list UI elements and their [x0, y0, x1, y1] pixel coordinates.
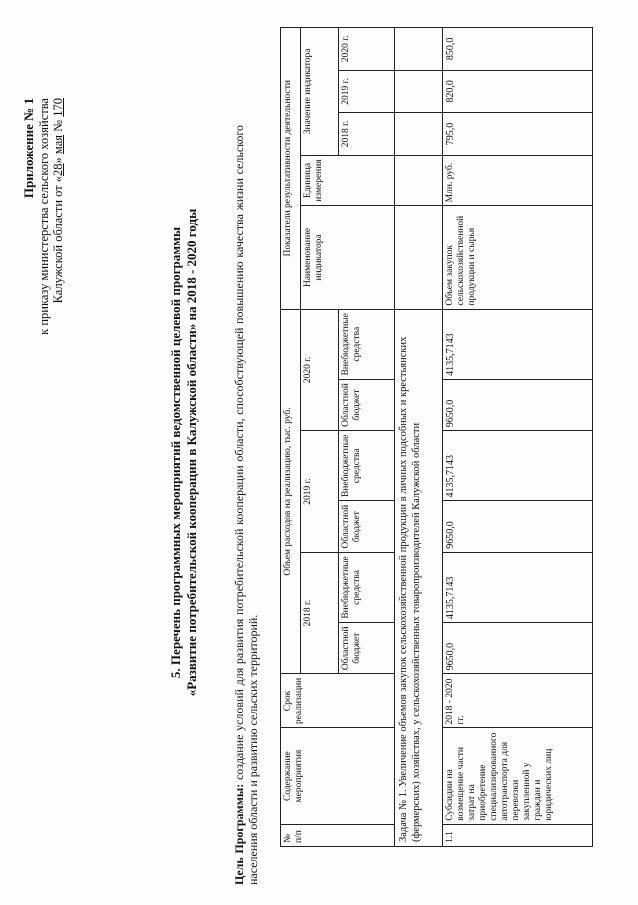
page-title — [168, 0, 200, 905]
program-goal — [232, 125, 260, 885]
header-value-2018: 2018 г. — [339, 113, 395, 156]
header-value-2019: 2019 г. — [339, 70, 395, 113]
header-ind-value: Значение индикатора — [301, 28, 339, 156]
row-extra-2019: 4135,7143 — [443, 431, 593, 501]
goal-label: Цель Программы: — [232, 783, 246, 885]
header-ind-name: Наименование индикатора — [301, 206, 395, 309]
header-volume: Объем расходов на реализацию, тыс. руб. — [281, 309, 301, 674]
row-ind-name: Объем закупок сельскохозяйственной продукции и сырья — [443, 206, 593, 309]
row-value-2018: 795,0 — [443, 113, 593, 156]
header-regional-2019: Областной бюджет — [339, 501, 395, 552]
task-empty-cell — [395, 113, 443, 156]
row-regional-2020: 9650,0 — [443, 379, 593, 430]
row-num: 1.1 — [443, 824, 593, 846]
header-regional-2020: Областной бюджет — [339, 379, 395, 430]
title-line2: «Развитие потребительской кооперации в Калужской области» на 2018 - 2020 годы — [184, 208, 199, 697]
measures-table — [280, 27, 593, 847]
table-row — [443, 28, 593, 847]
task-empty-cell — [395, 70, 443, 113]
appendix-header — [22, 98, 66, 458]
header-extra-2019: Внебюджетные средства — [339, 431, 395, 501]
title-line1: 5. Перечень программных мероприятий ведомственной целевой программы — [168, 226, 183, 679]
row-extra-2020: 4135,7143 — [443, 309, 593, 379]
header-2019: 2019 г. — [301, 431, 339, 553]
row-content: Субсидии на возмещение части затрат на приобретение специализированного автотранспорта для перевозки закупленной у граждан и юридических лиц — [443, 728, 593, 824]
header-ind-unit: Единица измерения — [301, 155, 395, 206]
row-term: 2018 - 2020 гг. — [443, 674, 593, 728]
task-empty-cell — [395, 155, 443, 206]
task-empty-cell — [395, 206, 443, 309]
row-regional-2018: 9650,0 — [443, 623, 593, 674]
header-term: Срок реализации — [281, 674, 395, 728]
appendix-line2: к приказу министерства сельского хозяйства — [36, 98, 51, 335]
row-regional-2019: 9650,0 — [443, 501, 593, 552]
row-value-2019: 820,0 — [443, 70, 593, 113]
task-row: Задача № 1. Увеличение объемов закупок сельскохозяйственной продукции в личных подсобных и крестьянских (фермерских) хозяйствах, у сельскохозяйственных товаропроизводителей Калужской области — [395, 309, 443, 846]
header-indicators: Показатели результативности деятельности — [281, 28, 301, 310]
header-num: № п/п — [281, 824, 395, 846]
row-extra-2018: 4135,7143 — [443, 552, 593, 622]
header-2018: 2018 г. — [301, 552, 339, 674]
header-extra-2020: Внебюджетные средства — [339, 309, 395, 379]
header-extra-2018: Внебюджетные средства — [339, 552, 395, 622]
header-regional-2018: Областной бюджет — [339, 623, 395, 674]
row-ind-unit: Млн. руб. — [443, 155, 593, 206]
appendix-line1: Приложение № 1 — [21, 98, 36, 199]
row-value-2020: 850,0 — [443, 28, 593, 71]
header-2020: 2020 г. — [301, 309, 339, 431]
goal-text: создание условий для развития потребительской кооперации области, способствующей повышению качества жизни сельского населения области и развитию сельских территорий. — [232, 125, 260, 885]
appendix-line3: Калужской области от «28» мая № 170 — [51, 98, 65, 304]
task-empty-cell — [395, 28, 443, 71]
header-content: Содержание мероприятия — [281, 728, 395, 824]
header-value-2020: 2020 г. — [339, 28, 395, 71]
